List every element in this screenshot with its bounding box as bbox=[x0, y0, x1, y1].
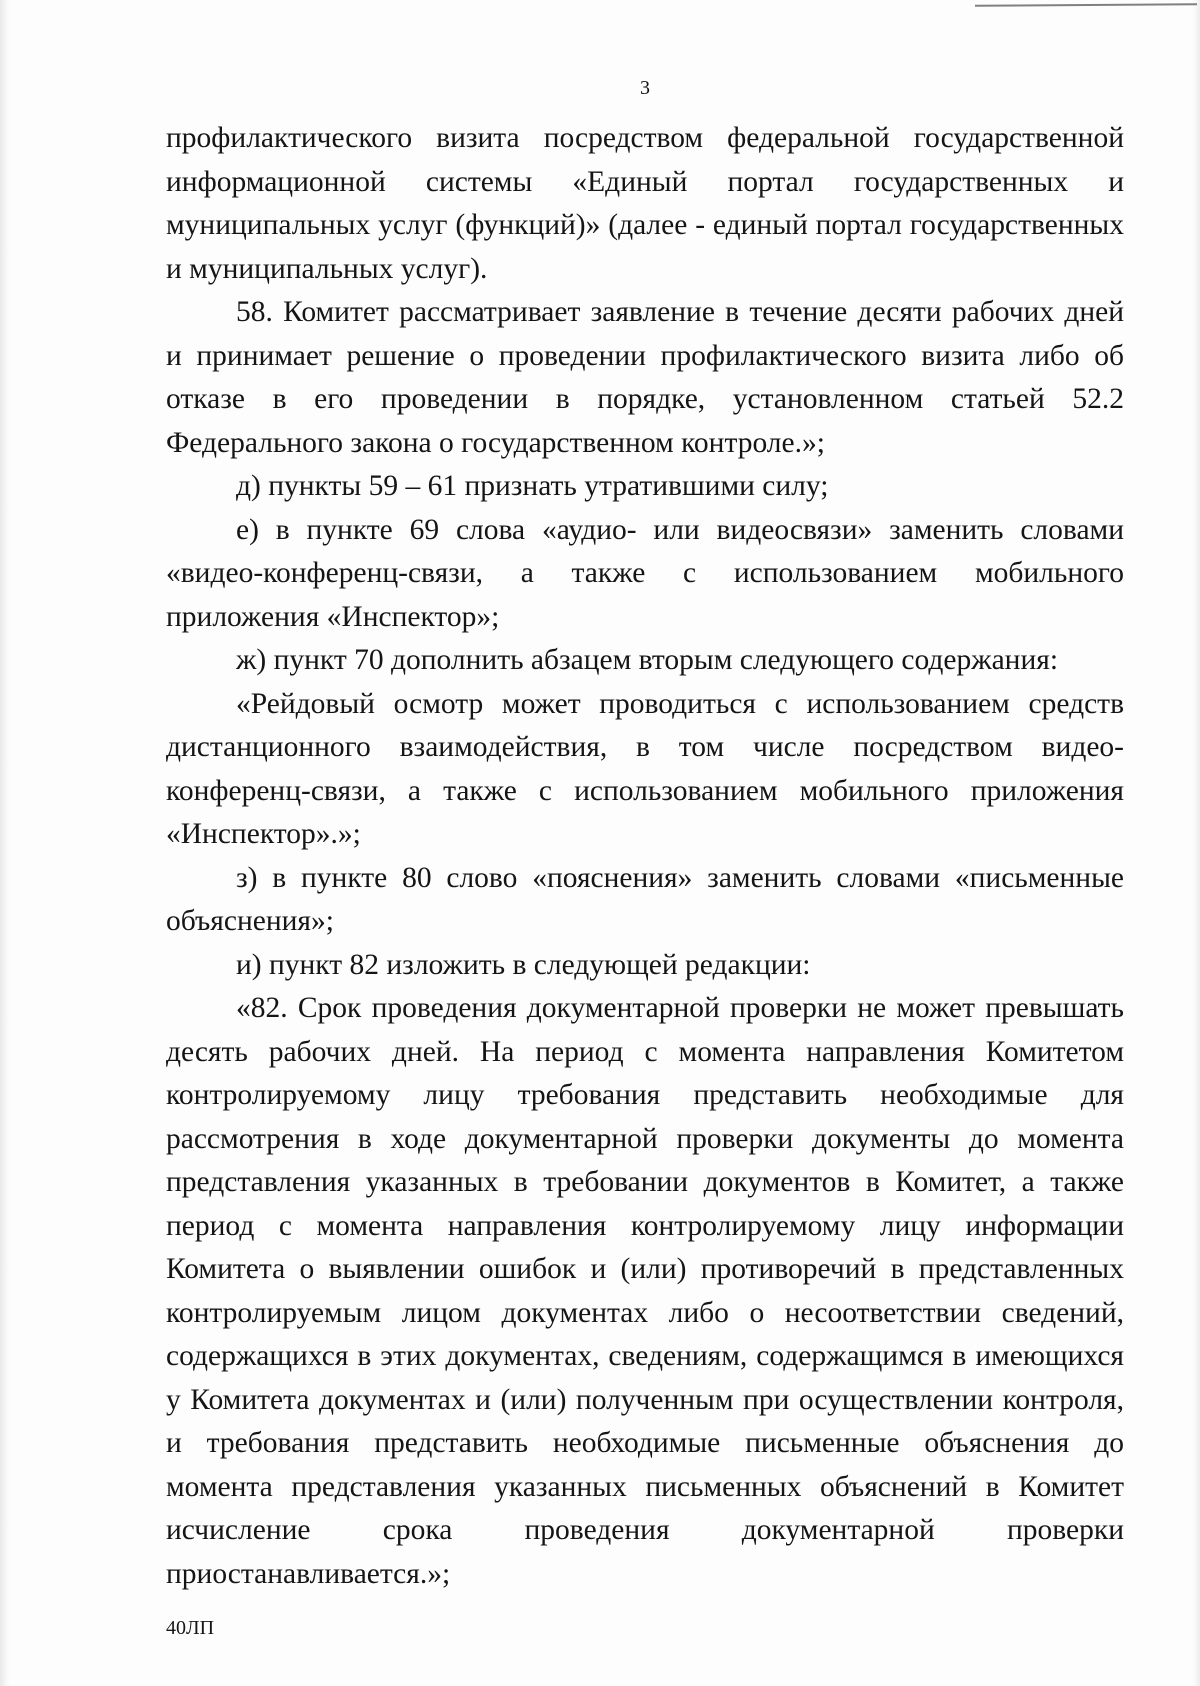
paragraph-subitem-i: и) пункт 82 изложить в следующей редакции: bbox=[236, 948, 811, 981]
paragraph-item-82: «82. Срок проведения документарной проверки не может превышать десять рабочих дней. На период с момента направления Комитетом контролируемому лицу требования представить необходимые для рассмотрения в ходе документарной проверки документы до момента представления указанных в требовании документов в Комитет, а также период с момента направления контролируемому лицу информации Комитета о выявлении ошибок и (или) противоречий в представленных контролируемым лицом документах либо о несоответствии сведений, содержащихся в этих документах, сведениям, содержащимся в имеющихся у Комитета документах и (или) полученным при осуществлении контроля, и требования представить необходимые письменные объяснения до момента представления указанных письменных объяснений в Комитет исчисление срока проведения документарной проверки приостанавливается.»; bbox=[166, 992, 1124, 1590]
scan-artifact-line bbox=[975, 3, 1197, 7]
paragraph-continuation: профилактического визита посредством федеральной государственной информационной системы «Единый портал государственных и муниципальных услуг (функций)» (далее - единый портал государственных и муниципальных услуг). bbox=[166, 122, 1124, 285]
paragraph-subitem-z: з) в пункте 80 слово «пояснения» заменить словами «письменные объяснения»; bbox=[166, 861, 1124, 937]
footer-code: 40ЛП bbox=[166, 1617, 215, 1639]
paragraph-subitem-zh: ж) пункт 70 дополнить абзацем вторым следующего содержания: bbox=[236, 644, 1059, 676]
scan-edge-left bbox=[0, 0, 10, 1686]
paragraph-subitem-d: д) пункты 59 – 61 признать утратившими силу; bbox=[236, 470, 829, 502]
document-body bbox=[166, 117, 1124, 1596]
paragraph-subitem-e: е) в пункте 69 слова «аудио- или видеосвязи» заменить словами «видео-конференц-связи, а также с использованием мобильного приложения «Инспектор»; bbox=[166, 513, 1124, 633]
page-number: 3 bbox=[640, 77, 650, 99]
scan-edge-right bbox=[1192, 0, 1200, 1686]
paragraph-item-58: 58. Комитет рассматривает заявление в течение десяти рабочих дней и принимает решение о проведении профилактического визита либо об отказе в его проведении в порядке, установленном статьей 52.2 Федерального закона о государственном контроле.»; bbox=[166, 296, 1124, 459]
paragraph-quoted-addition: «Рейдовый осмотр может проводиться с использованием средств дистанционного взаимодействия, в том числе посредством видео-конференц-связи, а также с использованием мобильного приложения «Инспектор».»; bbox=[166, 687, 1124, 850]
